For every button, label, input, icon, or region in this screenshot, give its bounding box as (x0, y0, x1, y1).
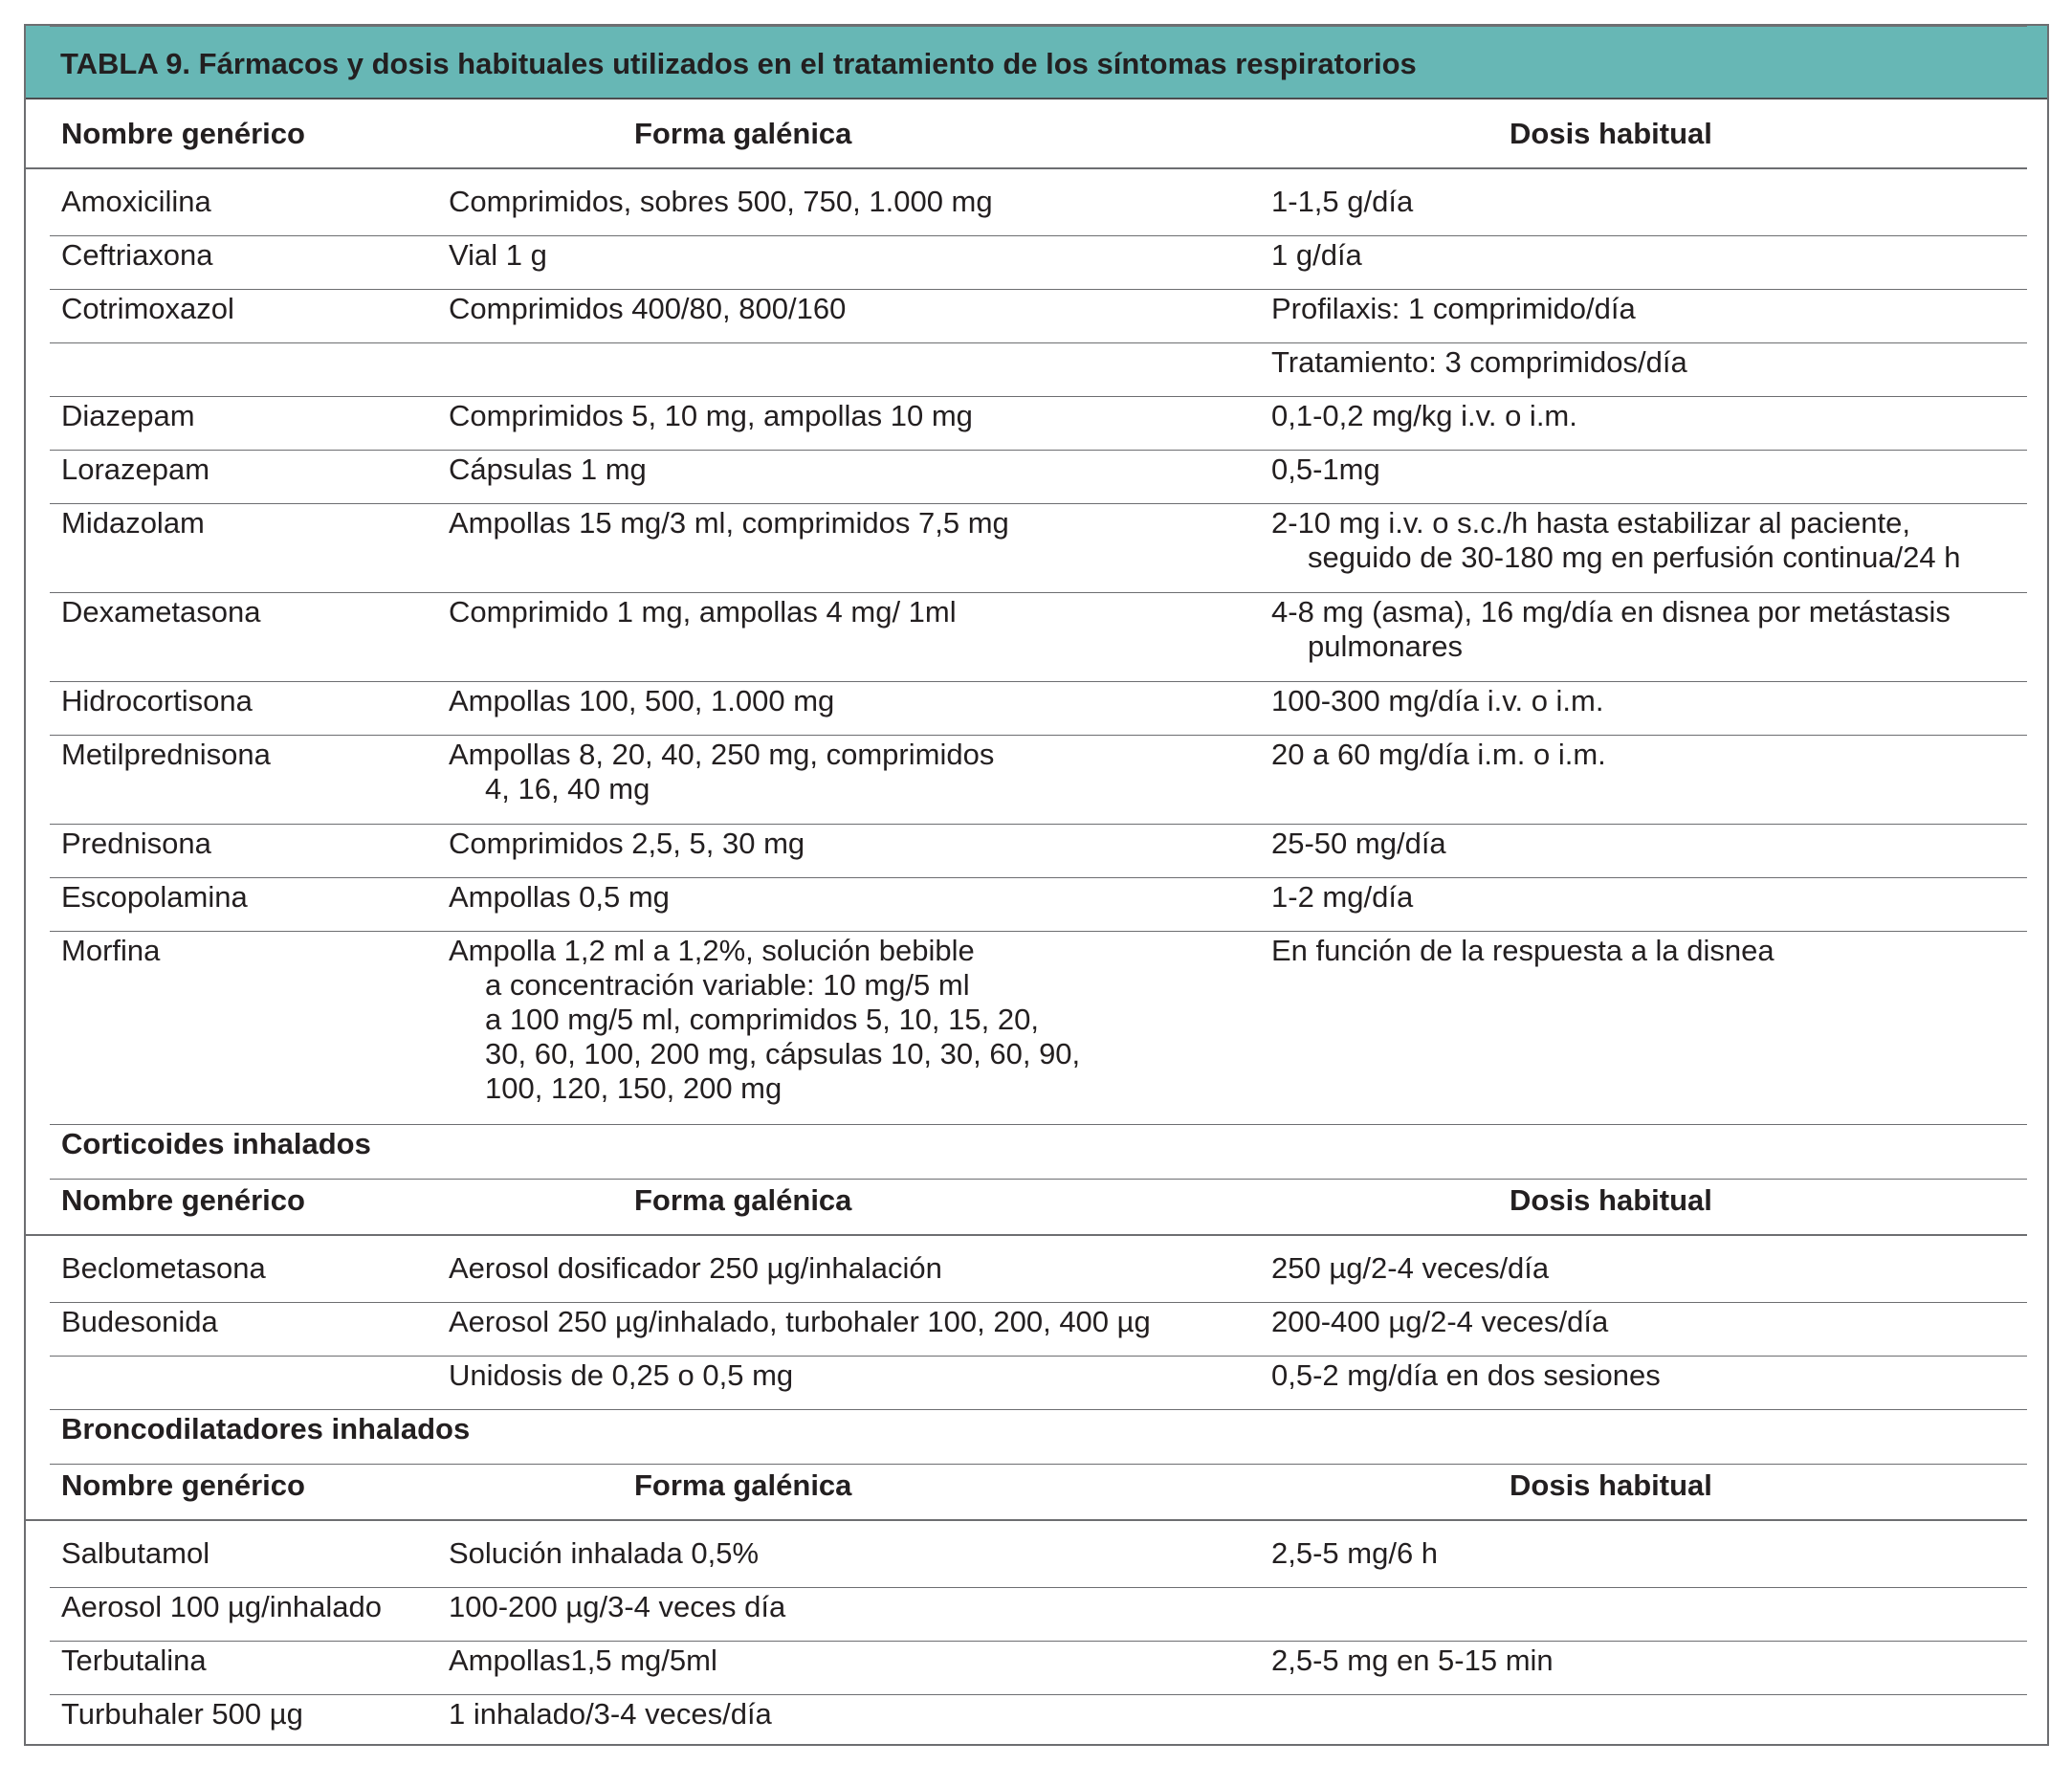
row-divider (50, 396, 2027, 397)
drug-dose: 2,5-5 mg/6 h (1271, 1536, 1439, 1570)
column-header-dosis: Dosis habitual (1510, 1468, 1712, 1502)
drug-form: Aerosol dosificador 250 µg/inhalación (449, 1251, 942, 1285)
drug-dose: 20 a 60 mg/día i.m. o i.m. (1271, 738, 1606, 771)
section-label-corticoides: Corticoides inhalados (61, 1127, 371, 1160)
drug-name: Escopolamina (61, 880, 248, 914)
row-divider (50, 824, 2027, 825)
drug-dose: 100-300 mg/día i.v. o i.m. (1271, 684, 1604, 717)
row-divider (50, 877, 2027, 878)
row-divider (50, 1124, 2027, 1125)
drug-name: Cotrimoxazol (61, 292, 234, 325)
drug-dose: 2-10 mg i.v. o s.c./h hasta estabilizar al paciente, (1271, 506, 1910, 540)
row-divider (50, 342, 2027, 343)
drug-form: Ampolla 1,2 ml a 1,2%, solución bebible (449, 934, 975, 967)
drug-name: Diazepam (61, 399, 195, 432)
drug-name: Morfina (61, 934, 161, 967)
table-title: TABLA 9. Fármacos y dosis habituales utilizados en el tratamiento de los síntomas respiratorios (60, 47, 1417, 80)
row-divider (50, 1641, 2027, 1642)
drug-form: Comprimido 1 mg, ampollas 4 mg/ 1ml (449, 595, 957, 629)
row-divider (50, 1356, 2027, 1357)
drug-name: Ceftriaxona (61, 238, 213, 272)
drug-dose: 2,5-5 mg en 5-15 min (1271, 1644, 1554, 1677)
column-header-dosis: Dosis habitual (1510, 1183, 1712, 1217)
drug-form: Ampollas 100, 500, 1.000 mg (449, 684, 835, 717)
drug-form: Comprimidos 400/80, 800/160 (449, 292, 847, 325)
drug-dose: En función de la respuesta a la disnea (1271, 934, 1774, 967)
drug-dose: 0,5-1mg (1271, 452, 1380, 486)
drug-name: Metilprednisona (61, 738, 271, 771)
row-divider (26, 167, 2027, 169)
drug-form: Unidosis de 0,25 o 0,5 mg (449, 1358, 794, 1392)
drug-dose: 0,1-0,2 mg/kg i.v. o i.m. (1271, 399, 1577, 432)
drug-name: Hidrocortisona (61, 684, 253, 717)
drug-form: Ampollas 15 mg/3 ml, comprimidos 7,5 mg (449, 506, 1009, 540)
drug-name: Midazolam (61, 506, 205, 540)
drug-form: Cápsulas 1 mg (449, 452, 647, 486)
drug-dose: 1 g/día (1271, 238, 1362, 272)
column-header-nombre: Nombre genérico (61, 1183, 305, 1217)
drug-dose: 1-2 mg/día (1271, 880, 1414, 914)
row-divider (26, 1234, 2027, 1236)
drug-form: Comprimidos 5, 10 mg, ampollas 10 mg (449, 399, 973, 432)
drug-dose: 0,5-2 mg/día en dos sesiones (1271, 1358, 1661, 1392)
drug-form: 1 inhalado/3-4 veces/día (449, 1697, 772, 1731)
row-divider (50, 235, 2027, 236)
row-divider (50, 1694, 2027, 1695)
row-divider (26, 1519, 2027, 1521)
drug-form: Ampollas 8, 20, 40, 250 mg, comprimidos (449, 738, 995, 771)
drug-form: a concentración variable: 10 mg/5 ml (485, 968, 970, 1002)
drug-form: Comprimidos 2,5, 5, 30 mg (449, 827, 805, 860)
drug-name: Dexametasona (61, 595, 261, 629)
column-header-nombre: Nombre genérico (61, 117, 305, 150)
drug-form: 30, 60, 100, 200 mg, cápsulas 10, 30, 60, 90, (485, 1037, 1081, 1070)
column-header-nombre: Nombre genérico (61, 1468, 305, 1502)
row-divider (50, 1302, 2027, 1303)
drug-name: Budesonida (61, 1305, 218, 1338)
table-title-bar (26, 26, 2047, 99)
section-label-broncodilatadores: Broncodilatadores inhalados (61, 1412, 471, 1445)
drug-form: 4, 16, 40 mg (485, 772, 650, 805)
drug-dose: Profilaxis: 1 comprimido/día (1271, 292, 1636, 325)
drug-dose: pulmonares (1308, 629, 1463, 663)
row-divider (50, 592, 2027, 593)
drug-name: Aerosol 100 µg/inhalado (61, 1590, 382, 1623)
drug-form: Ampollas 0,5 mg (449, 880, 670, 914)
drug-name: Salbutamol (61, 1536, 210, 1570)
drug-form: Ampollas1,5 mg/5ml (449, 1644, 717, 1677)
column-header-dosis: Dosis habitual (1510, 117, 1712, 150)
drug-form: a 100 mg/5 ml, comprimidos 5, 10, 15, 20, (485, 1003, 1039, 1036)
table-frame (24, 24, 2049, 1746)
row-divider (50, 681, 2027, 682)
drug-form: Solución inhalada 0,5% (449, 1536, 760, 1570)
drug-dose: seguido de 30-180 mg en perfusión continua/24 h (1308, 541, 1961, 574)
drug-dose: 250 µg/2-4 veces/día (1271, 1251, 1550, 1285)
drug-form: Comprimidos, sobres 500, 750, 1.000 mg (449, 185, 993, 218)
row-divider (50, 931, 2027, 932)
drug-name: Prednisona (61, 827, 211, 860)
row-divider (50, 450, 2027, 451)
drug-name: Amoxicilina (61, 185, 211, 218)
drug-form: Vial 1 g (449, 238, 547, 272)
drug-name: Turbuhaler 500 µg (61, 1697, 303, 1731)
column-header-forma: Forma galénica (634, 117, 852, 150)
column-header-forma: Forma galénica (634, 1468, 852, 1502)
row-divider (50, 503, 2027, 504)
drug-dose: 25-50 mg/día (1271, 827, 1446, 860)
row-divider (50, 1179, 2027, 1180)
row-divider (50, 1587, 2027, 1588)
drug-form: 100-200 µg/3-4 veces día (449, 1590, 786, 1623)
drug-name: Beclometasona (61, 1251, 266, 1285)
drug-dose: Tratamiento: 3 comprimidos/día (1271, 345, 1687, 379)
drug-name: Lorazepam (61, 452, 210, 486)
row-divider (50, 289, 2027, 290)
row-divider (50, 1409, 2027, 1410)
column-header-forma: Forma galénica (634, 1183, 852, 1217)
drug-dose: 1-1,5 g/día (1271, 185, 1414, 218)
drug-form: Aerosol 250 µg/inhalado, turbohaler 100, 200, 400 µg (449, 1305, 1151, 1338)
drug-dose: 200-400 µg/2-4 veces/día (1271, 1305, 1609, 1338)
row-divider (50, 735, 2027, 736)
drug-form: 100, 120, 150, 200 mg (485, 1071, 783, 1105)
drug-dose: 4-8 mg (asma), 16 mg/día en disnea por metástasis (1271, 595, 1951, 629)
drug-name: Terbutalina (61, 1644, 207, 1677)
row-divider (50, 26, 2027, 27)
row-divider (50, 1464, 2027, 1465)
